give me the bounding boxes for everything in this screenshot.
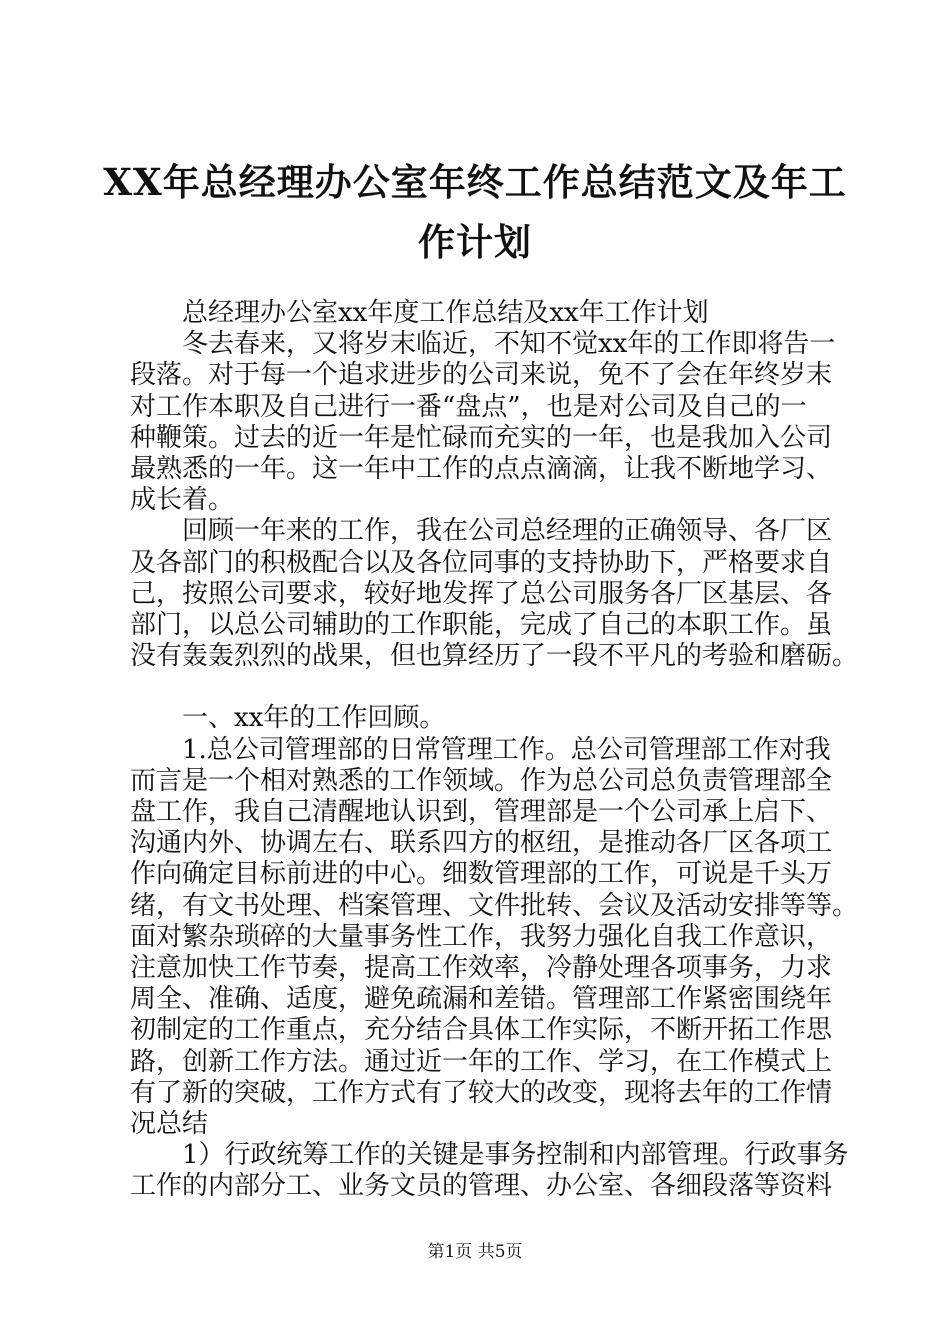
paragraph-line: 1.总公司管理部的日常管理工作。总公司管理部工作对我 — [182, 734, 831, 765]
paragraph-line: 1）行政统筹工作的关键是事务控制和内部管理。行政事务 — [182, 1140, 849, 1171]
paragraph-line: 最熟悉的一年。这一年中工作的点点滴滴，让我不断地学习、 — [130, 453, 833, 484]
paragraph-line: 路，创新工作方法。通过近一年的工作、学习，在工作模式上 — [130, 1046, 833, 1077]
blank-line — [130, 672, 830, 703]
paragraph-line: 部门，以总公司辅助的工作职能，完成了自己的本职工作。虽 — [130, 609, 833, 640]
paragraph-line: 有了新的突破，工作方式有了较大的改变，现将去年的工作情 — [130, 1077, 833, 1108]
document-title-line-1: XX年总经理办公室年终工作总结范文及年工 — [103, 160, 847, 204]
paragraph-line: 绪，有文书处理、档案管理、文件批转、会议及活动安排等等。 — [130, 890, 859, 921]
paragraph-line: 沟通内外、协调左右、联系四方的枢纽，是推动各厂区各项工 — [130, 828, 833, 859]
paragraph-line: 而言是一个相对熟悉的工作领域。作为总公司总负责管理部全 — [130, 765, 833, 796]
paragraph-line: 工作的内部分工、业务文员的管理、办公室、各细段落等资料 — [130, 1171, 833, 1202]
paragraph-line: 成长着。 — [130, 485, 235, 516]
subtitle-line: 总经理办公室xx年度工作总结及xx年工作计划 — [182, 298, 709, 328]
paragraph-line: 段落。对于每一个追求进步的公司来说，免不了会在年终岁末 — [130, 360, 833, 391]
paragraph-line: 盘工作，我自己清醒地认识到，管理部是一个公司承上启下、 — [130, 797, 833, 827]
paragraph-line: 回顾一年来的工作，我在公司总经理的正确领导、各厂区 — [182, 516, 833, 547]
paragraph-line: 冬去春来，又将岁末临近，不知不觉xx年的工作即将告一 — [182, 329, 836, 360]
paragraph-line: 对工作本职及自己进行一番“盘点”，也是对公司及自己的一 — [130, 391, 807, 422]
paragraph-line: 没有轰轰烈烈的战果，但也算经历了一段不平凡的考验和磨砺。 — [130, 641, 859, 672]
section-heading: 一、xx年的工作回顾。 — [182, 703, 446, 734]
document-title-line-2: 作计划 — [418, 220, 532, 264]
paragraph-line: 面对繁杂琐碎的大量事务性工作，我努力强化自我工作意识， — [130, 921, 833, 952]
paragraph-line: 及各部门的积极配合以及各位同事的支持协助下，严格要求自 — [130, 547, 833, 578]
paragraph-line: 况总结 — [130, 1108, 209, 1139]
paragraph-line: 种鞭策。过去的近一年是忙碌而充实的一年，也是我加入公司 — [130, 422, 833, 453]
paragraph-line: 己，按照公司要求，较好地发挥了总公司服务各厂区基层、各 — [130, 578, 833, 609]
document-body — [130, 298, 859, 1202]
page-number-footer: 第1页 共5页 — [427, 1242, 523, 1262]
paragraph-line: 周全、准确、适度，避免疏漏和差错。管理部工作紧密围绕年 — [130, 984, 833, 1015]
paragraph-line: 作向确定目标前进的中心。细数管理部的工作，可说是千头万 — [130, 859, 833, 890]
paragraph-line: 注意加快工作节奏，提高工作效率，冷静处理各项事务，力求 — [130, 952, 833, 983]
paragraph-line: 初制定的工作重点，充分结合具体工作实际，不断开拓工作思 — [130, 1015, 833, 1046]
